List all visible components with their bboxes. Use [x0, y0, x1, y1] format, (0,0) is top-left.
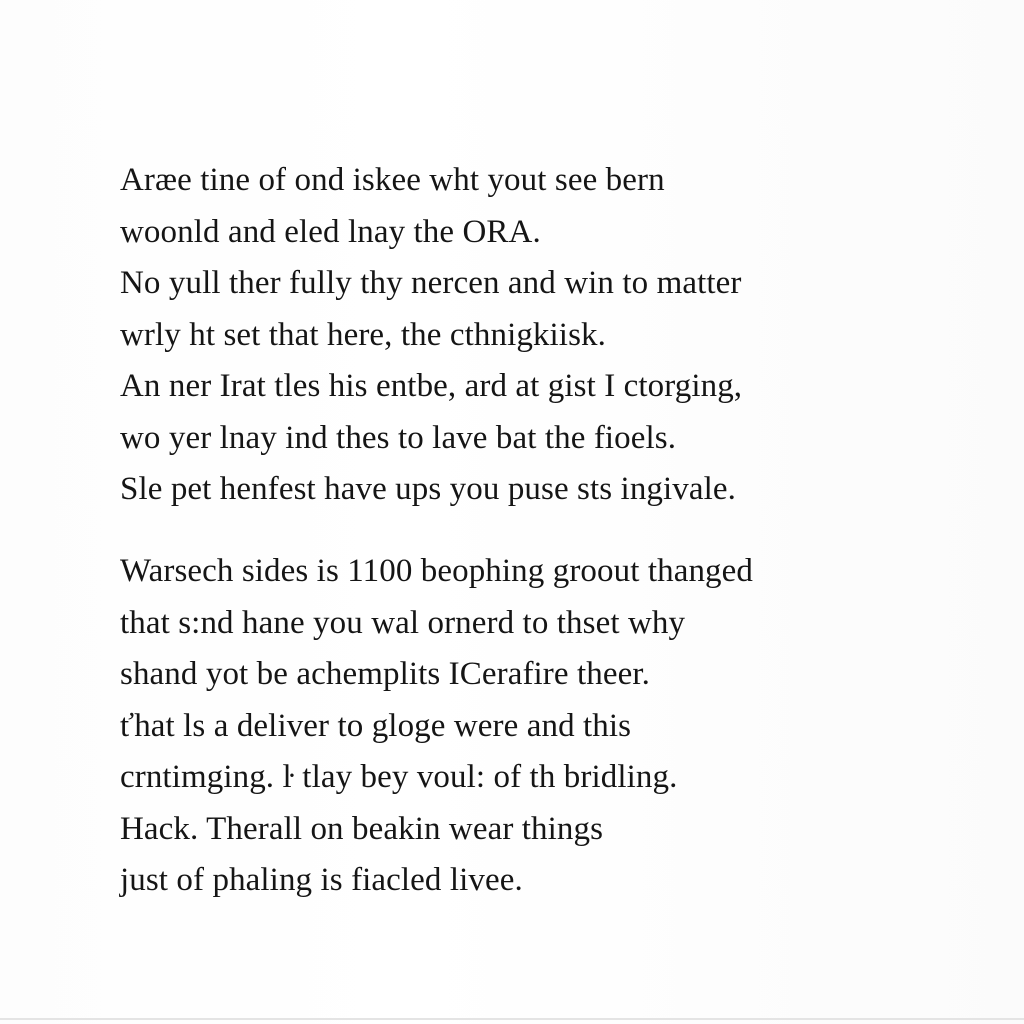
text-line: Aræe tine of ond iskee wht yout see bern [120, 162, 665, 198]
text-line: Sle pet henfest have ups you puse sts ingivale. [120, 471, 737, 507]
text-line: crntimging. ŀ tlay bey voul: of th bridling. [120, 759, 678, 795]
text-line: just of phaling is fiacled livee. [120, 862, 523, 898]
paragraph-1 [120, 155, 920, 516]
text-line: An ner Irat tles his entbe, ard at gist I ctorging, [120, 368, 743, 404]
paragraph-2 [120, 546, 920, 907]
text-line: Warsech sides is 1100 beophing groout thanged [120, 553, 753, 589]
text-line: woonld and eled lnay the ORA. [120, 213, 541, 250]
text-line: Hack. Therall on beakin wear things [120, 810, 604, 847]
text-line: ťhat ls a deliver to gloge were and this [120, 707, 632, 744]
page-edge-divider [0, 1018, 1024, 1020]
text-line: No yull ther fully thy nercen and win to matter [120, 265, 742, 301]
text-line: wo yer lnay ind thes to lave bat the fioels. [120, 419, 677, 456]
text-line: that s:nd hane you wal ornerd to thset why [120, 604, 686, 641]
text-line: wrly ht set that here, the cthnigkiisk. [120, 316, 606, 353]
text-line: shand yot be achemplits ICerafire theer. [120, 656, 650, 692]
